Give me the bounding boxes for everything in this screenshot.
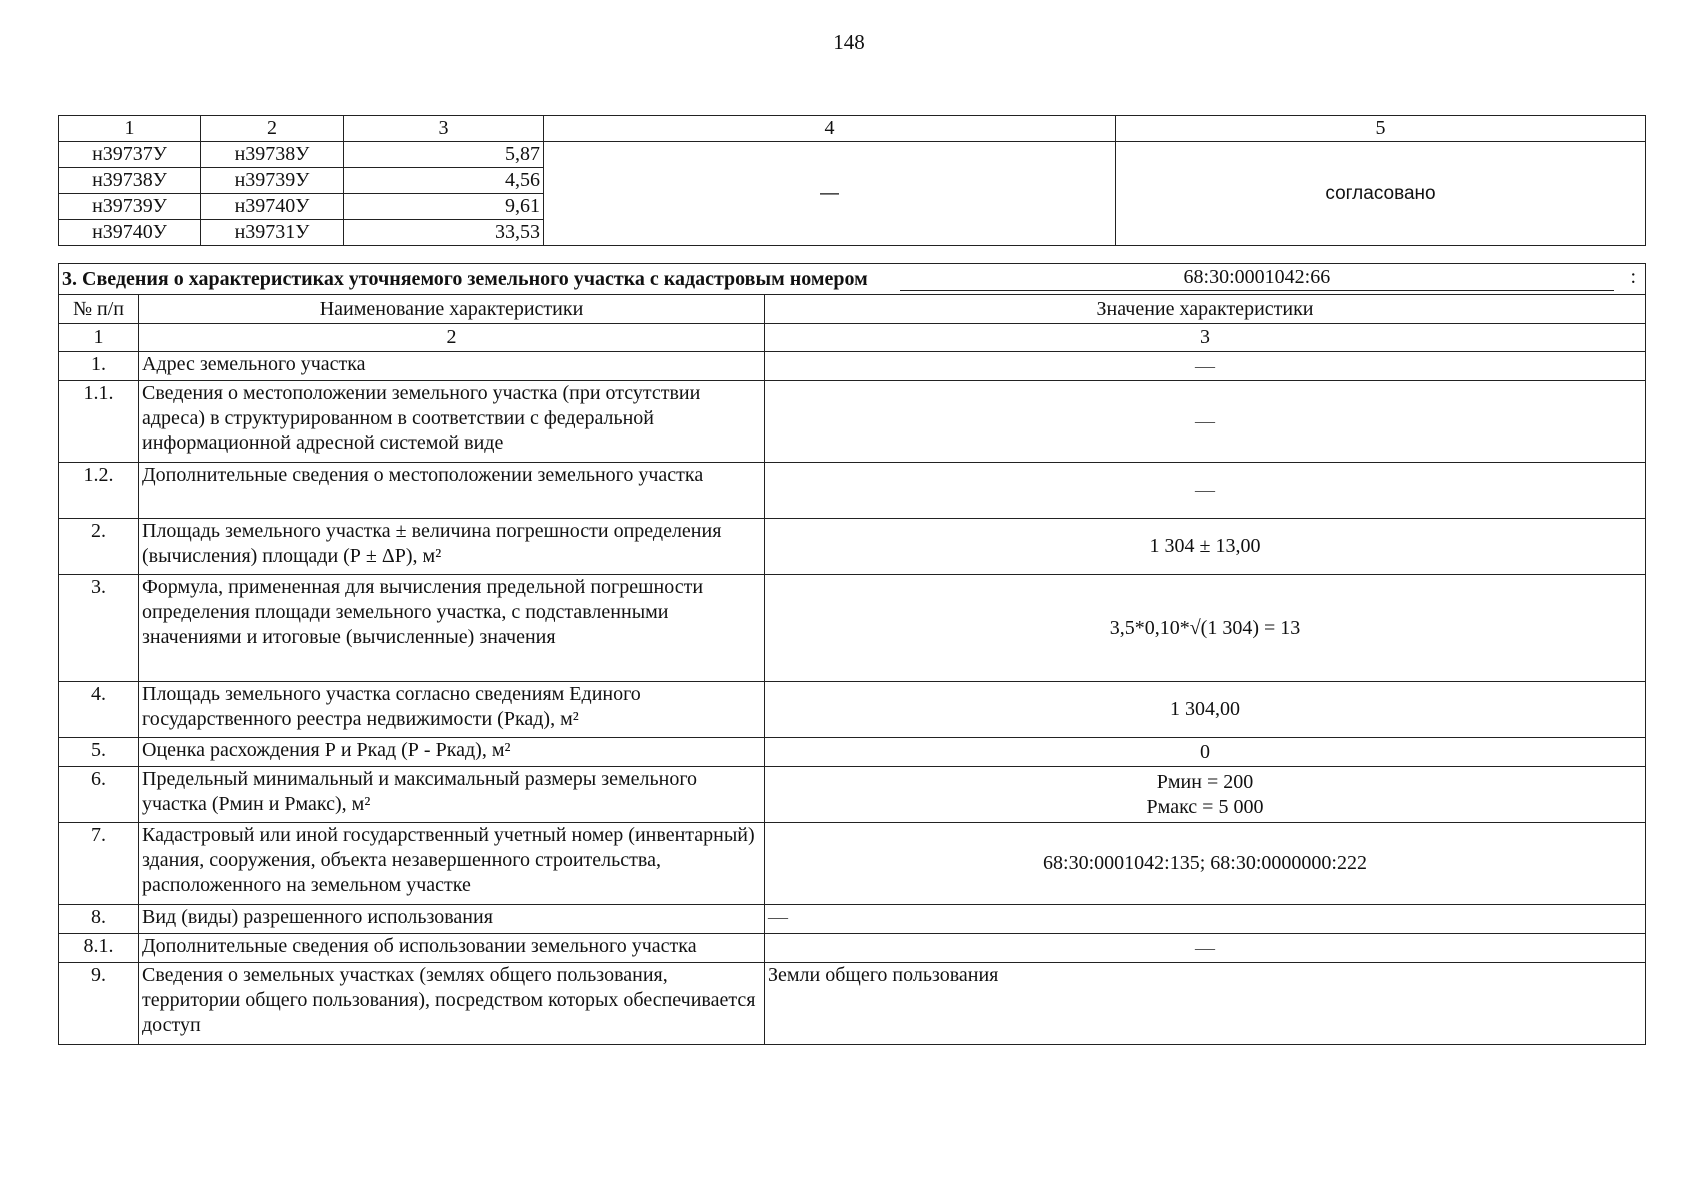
column-number-2: 2 (139, 324, 765, 352)
characteristic-value: — (765, 905, 1646, 934)
characteristic-value: 1 304,00 (765, 682, 1646, 738)
characteristic-name: Дополнительные сведения об использовании земельного участка (139, 934, 765, 963)
row-number: 1.1. (59, 381, 139, 463)
row-number: 8.1. (59, 934, 139, 963)
column-header-name: Наименование характеристики (139, 295, 765, 324)
table-row (59, 767, 1646, 823)
section-title: 3. Сведения о характеристиках уточняемого земельного участка с кадастровым номером (62, 267, 868, 290)
column-number-1: 1 (59, 324, 139, 352)
column-header-5: 5 (1116, 116, 1646, 142)
characteristic-name: Площадь земельного участка согласно сведениям Единого государственного реестра недвижимости (Ркад), м² (139, 682, 765, 738)
characteristic-name: Кадастровый или иной государственный учетный номер (инвентарный) здания, сооружения, объекта незавершенного строительства, расположенного на земельном участке (139, 823, 765, 905)
max-size-value: Рмакс = 5 000 (1146, 795, 1264, 818)
characteristic-name: Формула, примененная для вычисления предельной погрешности определения площади земельного участка, с подставленными значениями и итоговые (вычисленные) значения (139, 575, 765, 682)
segment-length: 33,53 (344, 220, 544, 246)
table-row (59, 463, 1646, 519)
characteristic-value: 68:30:0001042:135; 68:30:0000000:222 (765, 823, 1646, 905)
point-from: н39740У (59, 220, 201, 246)
table-row (59, 934, 1646, 963)
column-4-value: — (544, 142, 1116, 246)
row-number: 9. (59, 963, 139, 1045)
column-number-3: 3 (765, 324, 1646, 352)
characteristic-name: Адрес земельного участка (139, 352, 765, 381)
characteristic-name: Сведения о местоположении земельного участка (при отсутствии адреса) в структурированном в соответствии с федеральной информационной адресной системой виде (139, 381, 765, 463)
approval-status: согласовано (1116, 142, 1646, 246)
table-row (59, 738, 1646, 767)
row-number: 1.2. (59, 463, 139, 519)
column-header-3: 3 (344, 116, 544, 142)
boundary-segments-table (58, 115, 1646, 246)
cadastral-number: 68:30:0001042:66 (900, 264, 1614, 291)
point-to: н39731У (201, 220, 344, 246)
point-to: н39740У (201, 194, 344, 220)
characteristics-table (58, 263, 1646, 1045)
section-title-row (59, 264, 1646, 295)
section-title-cell (59, 264, 1646, 295)
section-title-line (62, 264, 1642, 294)
characteristic-value: — (765, 934, 1646, 963)
table-header-row (59, 295, 1646, 324)
characteristic-name: Площадь земельного участка ± величина погрешности определения (вычисления) площади (Р ± ΔР), м² (139, 519, 765, 575)
row-number: 5. (59, 738, 139, 767)
column-header-2: 2 (201, 116, 344, 142)
column-header-value: Значение характеристики (765, 295, 1646, 324)
segment-length: 9,61 (344, 194, 544, 220)
row-number: 8. (59, 905, 139, 934)
column-numbering-row (59, 324, 1646, 352)
characteristic-value: 3,5*0,10*√(1 304) = 13 (765, 575, 1646, 682)
table-row (59, 682, 1646, 738)
row-number: 1. (59, 352, 139, 381)
table-header-row (59, 116, 1646, 142)
characteristic-name: Предельный минимальный и максимальный размеры земельного участка (Рмин и Рмакс), м² (139, 767, 765, 823)
characteristic-name: Дополнительные сведения о местоположении земельного участка (139, 463, 765, 519)
segment-length: 5,87 (344, 142, 544, 168)
characteristic-name: Сведения о земельных участках (землях общего пользования, территории общего пользования), посредством которых обеспечивается доступ (139, 963, 765, 1045)
cadastral-number-field (900, 264, 1642, 294)
characteristic-value: — (765, 463, 1646, 519)
column-header-number: № п/п (59, 295, 139, 324)
point-from: н39737У (59, 142, 201, 168)
characteristic-value: — (765, 352, 1646, 381)
cadastral-colon: : (1630, 266, 1636, 288)
page-number: 148 (833, 30, 865, 54)
point-to: н39738У (201, 142, 344, 168)
table-row (59, 963, 1646, 1045)
characteristic-value: 1 304 ± 13,00 (765, 519, 1646, 575)
column-header-4: 4 (544, 116, 1116, 142)
characteristic-value: Земли общего пользования (765, 963, 1646, 1045)
point-from: н39739У (59, 194, 201, 220)
table-row (59, 352, 1646, 381)
min-size-value: Рмин = 200 (1156, 770, 1254, 793)
row-number: 4. (59, 682, 139, 738)
table-row (59, 905, 1646, 934)
row-number: 6. (59, 767, 139, 823)
characteristic-name: Вид (виды) разрешенного использования (139, 905, 765, 934)
table-row (59, 575, 1646, 682)
point-to: н39739У (201, 168, 344, 194)
characteristic-name: Оценка расхождения Р и Ркад (Р - Ркад), м² (139, 738, 765, 767)
row-number: 2. (59, 519, 139, 575)
point-from: н39738У (59, 168, 201, 194)
row-number: 7. (59, 823, 139, 905)
table-row (59, 519, 1646, 575)
column-header-1: 1 (59, 116, 201, 142)
segment-length: 4,56 (344, 168, 544, 194)
row-number: 3. (59, 575, 139, 682)
characteristic-value (765, 767, 1646, 823)
table-row (59, 823, 1646, 905)
table-row (59, 381, 1646, 463)
table-row (59, 142, 1646, 168)
characteristic-value: 0 (765, 738, 1646, 767)
characteristic-value: — (765, 381, 1646, 463)
